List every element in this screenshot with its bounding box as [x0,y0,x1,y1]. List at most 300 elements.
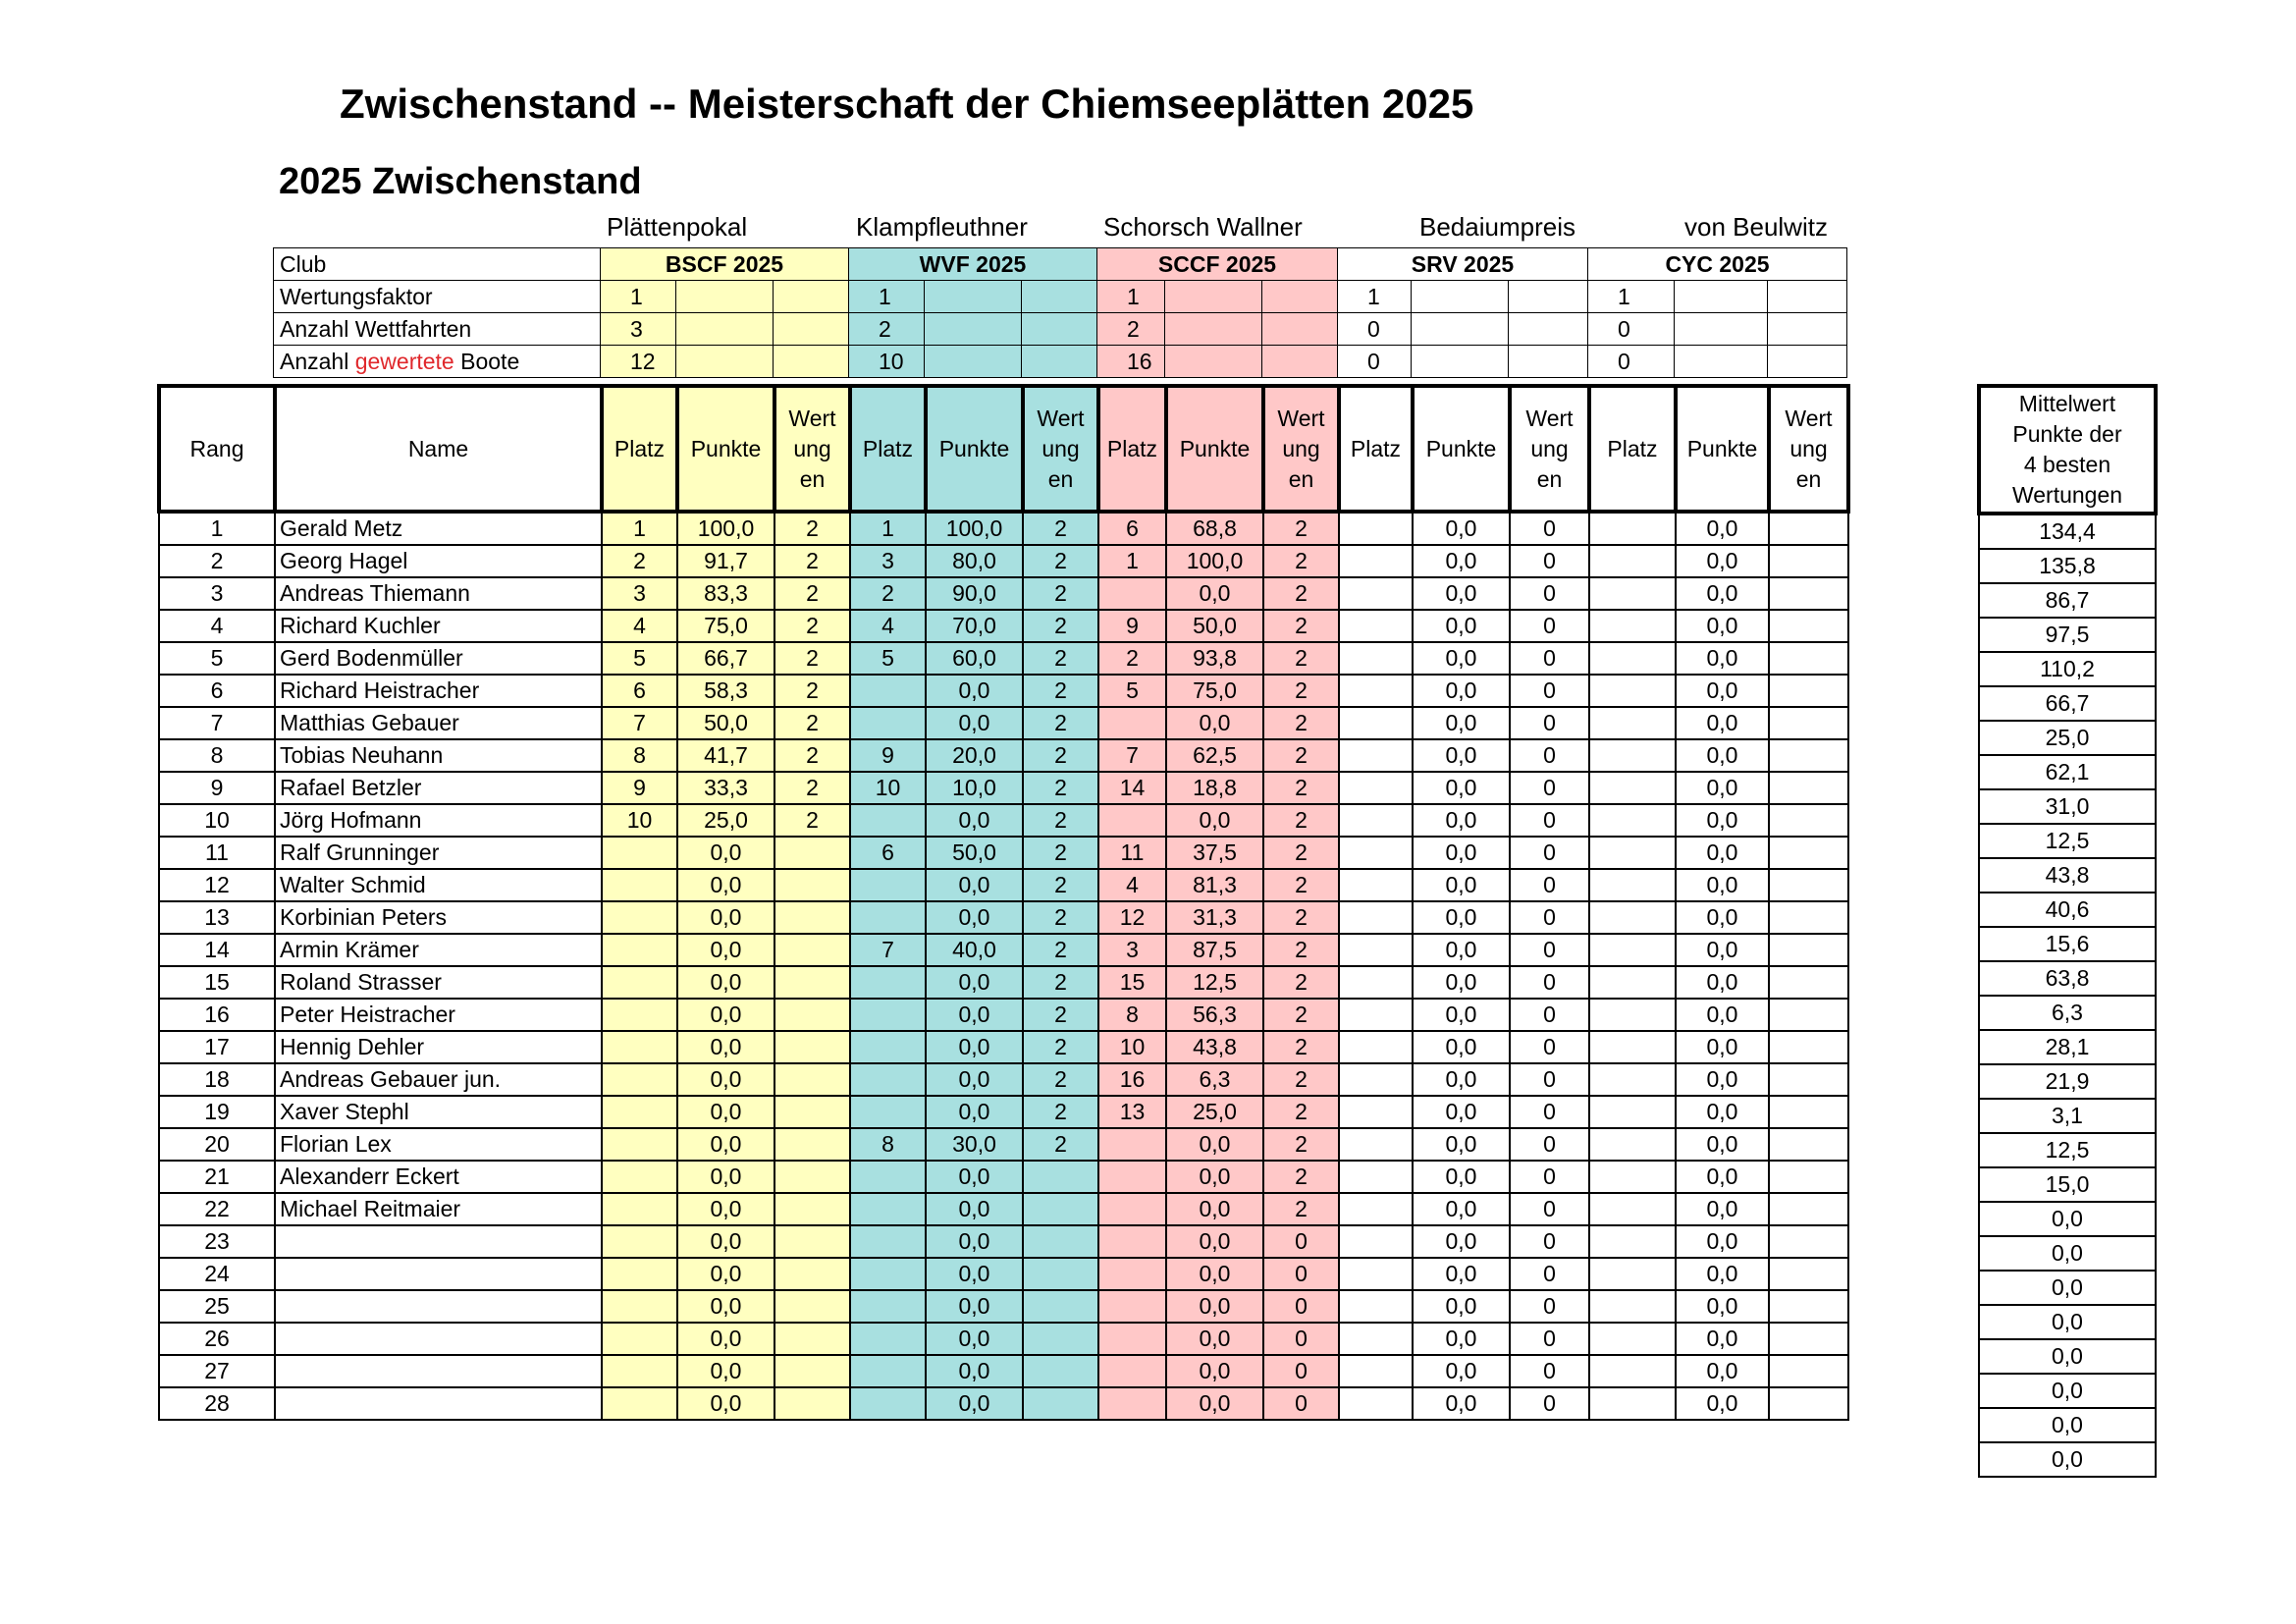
empty-cell [774,346,849,378]
header-line: en [1047,465,1074,492]
boats-label [274,346,601,378]
wertungen-cell [1769,1128,1848,1161]
header-punkte: Punkte [1676,386,1769,512]
rang-cell: 24 [159,1258,275,1290]
platz-cell: 11 [1098,837,1166,869]
wertungen-cell: 2 [1023,1031,1098,1063]
avg-cell: 3,1 [1979,1099,2156,1133]
punkte-cell: 0,0 [677,1290,774,1323]
rang-cell: 4 [159,610,275,642]
punkte-cell: 87,5 [1166,934,1263,966]
wertungen-cell: 0 [1510,610,1589,642]
header-punkte: Punkte [677,386,774,512]
factor-value-bscf: 1 [601,281,676,313]
punkte-cell: 0,0 [1676,1323,1769,1355]
avg-cell: 12,5 [1979,824,2156,858]
empty-cell [1675,313,1768,346]
table-row [159,901,1848,934]
header-platz: Platz [1098,386,1166,512]
platz-cell [1098,1258,1166,1290]
platz-cell [850,901,926,934]
punkte-cell: 0,0 [677,901,774,934]
wertungen-cell [774,1063,850,1096]
wertungen-cell: 2 [1023,966,1098,999]
club-name-cyc: CYC 2025 [1588,248,1847,281]
platz-cell [1589,869,1676,901]
wertungen-cell: 2 [1263,1193,1339,1225]
header-platz: Platz [1339,386,1413,512]
wertungen-cell: 2 [1023,901,1098,934]
wertungen-cell: 0 [1510,1096,1589,1128]
wertungen-cell [1769,1225,1848,1258]
platz-cell: 5 [850,642,926,675]
wertungen-cell: 2 [774,610,850,642]
header-line: en [1795,465,1822,492]
punkte-cell: 0,0 [677,999,774,1031]
header-platz: Platz [1589,386,1676,512]
platz-cell [1589,739,1676,772]
empty-cell [1022,346,1097,378]
platz-cell: 5 [1098,675,1166,707]
wertungen-cell [1769,772,1848,804]
name-cell: Tobias Neuhann [275,739,602,772]
punkte-cell: 0,0 [926,869,1023,901]
name-cell: Michael Reitmaier [275,1193,602,1225]
punkte-cell: 0,0 [677,1323,774,1355]
header-platz: Platz [602,386,677,512]
platz-cell: 3 [602,577,677,610]
platz-cell [602,1063,677,1096]
platz-cell [1339,772,1413,804]
punkte-cell: 0,0 [1676,675,1769,707]
platz-cell: 10 [850,772,926,804]
empty-cell [774,313,849,346]
wertungen-cell [774,901,850,934]
platz-cell [1339,1323,1413,1355]
punkte-cell: 0,0 [926,966,1023,999]
boats-value-srv: 0 [1338,346,1412,378]
name-cell [275,1290,602,1323]
wertungen-cell: 2 [1263,837,1339,869]
platz-cell: 4 [850,610,926,642]
empty-cell [1509,281,1588,313]
wertungen-cell: 2 [1263,772,1339,804]
rang-cell: 20 [159,1128,275,1161]
platz-cell: 2 [1098,642,1166,675]
avg-row [1979,1408,2156,1442]
boats-label-highlight: gewertete [354,348,454,374]
punkte-cell: 0,0 [1413,1290,1510,1323]
rang-cell: 16 [159,999,275,1031]
table-row [159,837,1848,869]
races-value-wvf: 2 [849,313,925,346]
platz-cell [1589,1258,1676,1290]
header-wertungen [774,386,850,512]
avg-cell: 97,5 [1979,618,2156,652]
wertungen-cell: 0 [1510,966,1589,999]
punkte-cell: 0,0 [1413,1128,1510,1161]
platz-cell: 13 [1098,1096,1166,1128]
wertungen-cell [1769,1063,1848,1096]
platz-cell [1589,1355,1676,1387]
wertungen-cell [1769,1031,1848,1063]
platz-cell: 9 [850,739,926,772]
platz-cell: 14 [1098,772,1166,804]
platz-cell [1339,739,1413,772]
platz-cell: 1 [602,512,677,545]
rang-cell: 17 [159,1031,275,1063]
name-cell [275,1387,602,1420]
platz-cell [850,1258,926,1290]
header-line: ung [1530,435,1569,461]
platz-cell [1339,869,1413,901]
avg-cell: 135,8 [1979,549,2156,583]
wertungen-cell [1769,1290,1848,1323]
platz-cell [1339,610,1413,642]
wertungen-cell: 2 [1023,837,1098,869]
platz-cell: 1 [850,512,926,545]
rang-cell: 15 [159,966,275,999]
punkte-cell: 100,0 [677,512,774,545]
name-cell [275,1258,602,1290]
empty-cell [925,281,1022,313]
punkte-cell: 40,0 [926,934,1023,966]
wertungen-cell: 0 [1263,1355,1339,1387]
name-cell: Florian Lex [275,1128,602,1161]
avg-cell: 31,0 [1979,789,2156,824]
platz-cell [1339,675,1413,707]
table-row [159,1031,1848,1063]
table-row [159,610,1848,642]
wertungen-cell [1769,577,1848,610]
avg-row [1979,652,2156,686]
avg-row [1979,721,2156,755]
platz-cell [1339,1355,1413,1387]
wertungen-cell [1769,642,1848,675]
punkte-cell: 0,0 [1676,966,1769,999]
name-cell: Jörg Hofmann [275,804,602,837]
table-row [159,545,1848,577]
punkte-cell: 0,0 [1166,804,1263,837]
wertungen-cell [1023,1258,1098,1290]
punkte-cell: 43,8 [1166,1031,1263,1063]
platz-cell: 8 [1098,999,1166,1031]
platz-cell [1098,577,1166,610]
factor-label: Wertungsfaktor [274,281,601,313]
platz-cell [850,804,926,837]
wertungen-cell: 0 [1510,999,1589,1031]
punkte-cell: 0,0 [1676,934,1769,966]
platz-cell: 7 [850,934,926,966]
platz-cell [1098,1161,1166,1193]
wertungen-cell: 2 [1263,1096,1339,1128]
header-line: Wert [1525,405,1574,431]
platz-cell [1339,1031,1413,1063]
punkte-cell: 12,5 [1166,966,1263,999]
platz-cell: 8 [602,739,677,772]
punkte-cell: 50,0 [677,707,774,739]
boats-label-pre: Anzahl [280,348,355,374]
name-cell: Gerald Metz [275,512,602,545]
wertungen-cell: 2 [1263,512,1339,545]
avg-row [1979,1305,2156,1339]
platz-cell [1098,1225,1166,1258]
wertungen-cell [774,869,850,901]
punkte-cell: 0,0 [1676,1063,1769,1096]
header-line: ung [1789,435,1828,461]
wertungen-cell: 0 [1510,577,1589,610]
platz-cell: 4 [1098,869,1166,901]
wertungen-cell [774,1355,850,1387]
platz-cell [1339,577,1413,610]
wertungen-cell: 2 [1263,901,1339,934]
wertungen-cell [1769,1387,1848,1420]
punkte-cell: 0,0 [1676,1355,1769,1387]
empty-cell [1165,346,1262,378]
average-table [1977,384,2158,1478]
page-title: Zwischenstand -- Meisterschaft der Chiemseeplätten 2025 [340,81,1474,127]
punkte-cell: 50,0 [1166,610,1263,642]
empty-cell [1675,281,1768,313]
wertungen-cell [774,837,850,869]
wertungen-cell: 2 [1263,869,1339,901]
punkte-cell: 83,3 [677,577,774,610]
table-row [159,1225,1848,1258]
header-punkte: Punkte [926,386,1023,512]
wertungen-cell [1769,1355,1848,1387]
punkte-cell: 0,0 [926,1258,1023,1290]
punkte-cell: 0,0 [1676,869,1769,901]
races-value-sccf: 2 [1097,313,1165,346]
header-name: Name [275,386,602,512]
wertungen-cell [1023,1161,1098,1193]
wertungen-cell [774,1128,850,1161]
wertungen-cell [1769,934,1848,966]
empty-cell [1412,281,1509,313]
name-cell: Andreas Gebauer jun. [275,1063,602,1096]
punkte-cell: 68,8 [1166,512,1263,545]
wertungen-cell: 2 [1263,707,1339,739]
avg-cell: 0,0 [1979,1339,2156,1374]
platz-cell [1339,901,1413,934]
punkte-cell: 0,0 [1413,1031,1510,1063]
trophy-label-plaettenpokal: Plättenpokal [607,212,748,242]
wertungen-cell: 0 [1510,1290,1589,1323]
wertungen-cell [1769,901,1848,934]
avg-row [1979,1030,2156,1064]
table-row [159,1355,1848,1387]
punkte-cell: 0,0 [1166,1290,1263,1323]
punkte-cell: 50,0 [926,837,1023,869]
header-line: 4 besten [2023,452,2111,477]
table-row [159,1258,1848,1290]
punkte-cell: 0,0 [1413,512,1510,545]
header-platz: Platz [850,386,926,512]
table-row [159,966,1848,999]
wertungen-cell: 0 [1510,707,1589,739]
wertungen-cell [1023,1387,1098,1420]
table-row [159,1387,1848,1420]
club-label: Club [274,248,601,281]
wertungen-cell: 2 [1263,1063,1339,1096]
name-cell: Alexanderr Eckert [275,1161,602,1193]
wertungen-cell: 2 [774,707,850,739]
wertungen-cell: 2 [1023,707,1098,739]
avg-cell: 0,0 [1979,1202,2156,1236]
platz-cell [1098,1290,1166,1323]
punkte-cell: 56,3 [1166,999,1263,1031]
platz-cell [1098,1355,1166,1387]
platz-cell [1589,1323,1676,1355]
avg-row [1979,1271,2156,1305]
wertungen-cell: 2 [1263,804,1339,837]
name-cell: Peter Heistracher [275,999,602,1031]
wertungen-cell: 2 [1023,610,1098,642]
platz-cell [1589,1096,1676,1128]
rang-cell: 21 [159,1161,275,1193]
punkte-cell: 0,0 [1413,1387,1510,1420]
platz-cell [1589,999,1676,1031]
platz-cell [850,707,926,739]
wertungen-cell [774,1387,850,1420]
table-row [159,577,1848,610]
punkte-cell: 100,0 [1166,545,1263,577]
punkte-cell: 0,0 [1676,707,1769,739]
wertungen-cell [1769,869,1848,901]
empty-cell [1412,313,1509,346]
platz-cell [1339,1225,1413,1258]
platz-cell: 7 [1098,739,1166,772]
empty-cell [1262,313,1338,346]
header-line: Wertungen [2011,482,2123,508]
avg-cell: 25,0 [1979,721,2156,755]
punkte-cell: 0,0 [1413,577,1510,610]
wertungen-cell: 0 [1510,739,1589,772]
header-line: Wert [1785,405,1833,431]
punkte-cell: 18,8 [1166,772,1263,804]
avg-row [1979,755,2156,789]
punkte-cell: 0,0 [926,1063,1023,1096]
platz-cell [602,901,677,934]
wertungen-cell: 2 [1263,739,1339,772]
wertungen-cell: 2 [774,804,850,837]
punkte-cell: 30,0 [926,1128,1023,1161]
avg-cell: 15,6 [1979,927,2156,961]
punkte-cell: 70,0 [926,610,1023,642]
wertungen-cell [774,1161,850,1193]
wertungen-cell [1769,966,1848,999]
name-cell: Roland Strasser [275,966,602,999]
platz-cell [850,966,926,999]
wertungen-cell: 2 [1263,1128,1339,1161]
platz-cell [850,1290,926,1323]
platz-cell: 6 [602,675,677,707]
wertungen-cell: 0 [1510,545,1589,577]
platz-cell [850,1225,926,1258]
header-line: en [1536,465,1563,492]
empty-cell [1165,281,1262,313]
platz-cell [602,1193,677,1225]
punkte-cell: 100,0 [926,512,1023,545]
wertungen-cell: 2 [774,739,850,772]
wertungen-cell: 0 [1510,1128,1589,1161]
platz-cell: 2 [602,545,677,577]
rang-cell: 8 [159,739,275,772]
empty-cell [1262,346,1338,378]
header-rang: Rang [159,386,275,512]
platz-cell [602,1161,677,1193]
wertungen-cell: 2 [774,675,850,707]
trophy-label-von-beulwitz: von Beulwitz [1684,212,1828,242]
name-cell: Hennig Dehler [275,1031,602,1063]
avg-cell: 0,0 [1979,1271,2156,1305]
punkte-cell: 0,0 [926,675,1023,707]
platz-cell [602,1290,677,1323]
header-line: ung [1282,435,1320,461]
wertungen-cell: 0 [1510,934,1589,966]
punkte-cell: 0,0 [1413,901,1510,934]
platz-cell [1589,901,1676,934]
header-line: Mittelwert [2018,391,2116,416]
platz-cell [1339,999,1413,1031]
platz-cell: 9 [602,772,677,804]
name-cell [275,1225,602,1258]
punkte-cell: 0,0 [926,1161,1023,1193]
platz-cell [1339,1161,1413,1193]
punkte-cell: 0,0 [677,1387,774,1420]
punkte-cell: 0,0 [1676,1225,1769,1258]
punkte-cell: 0,0 [1413,804,1510,837]
punkte-cell: 0,0 [1413,1225,1510,1258]
punkte-cell: 0,0 [1413,642,1510,675]
platz-cell [850,1063,926,1096]
wertungen-cell: 0 [1263,1225,1339,1258]
punkte-cell: 6,3 [1166,1063,1263,1096]
club-name-srv: SRV 2025 [1338,248,1588,281]
punkte-cell: 0,0 [677,1355,774,1387]
table-row [159,999,1848,1031]
platz-cell: 16 [1098,1063,1166,1096]
factor-value-wvf: 1 [849,281,925,313]
empty-cell [676,313,774,346]
punkte-cell: 0,0 [1166,1161,1263,1193]
wertungen-cell: 0 [1510,804,1589,837]
avg-row [1979,1442,2156,1477]
header-line: Wert [1037,405,1085,431]
wertungen-cell: 0 [1510,1355,1589,1387]
wertungen-cell: 0 [1263,1387,1339,1420]
platz-cell [602,837,677,869]
wertungen-cell: 0 [1510,1323,1589,1355]
header-wertungen [1263,386,1339,512]
avg-row [1979,996,2156,1030]
platz-cell [850,1355,926,1387]
platz-cell: 2 [850,577,926,610]
platz-cell [602,934,677,966]
avg-row [1979,858,2156,893]
wertungen-cell [1769,739,1848,772]
rang-cell: 25 [159,1290,275,1323]
punkte-cell: 0,0 [926,1193,1023,1225]
boats-value-bscf: 12 [601,346,676,378]
empty-cell [774,281,849,313]
wertungen-cell: 0 [1510,901,1589,934]
wertungen-cell: 2 [1023,512,1098,545]
empty-cell [1022,313,1097,346]
rang-cell: 28 [159,1387,275,1420]
table-row [159,1128,1848,1161]
wertungen-cell: 0 [1510,1387,1589,1420]
